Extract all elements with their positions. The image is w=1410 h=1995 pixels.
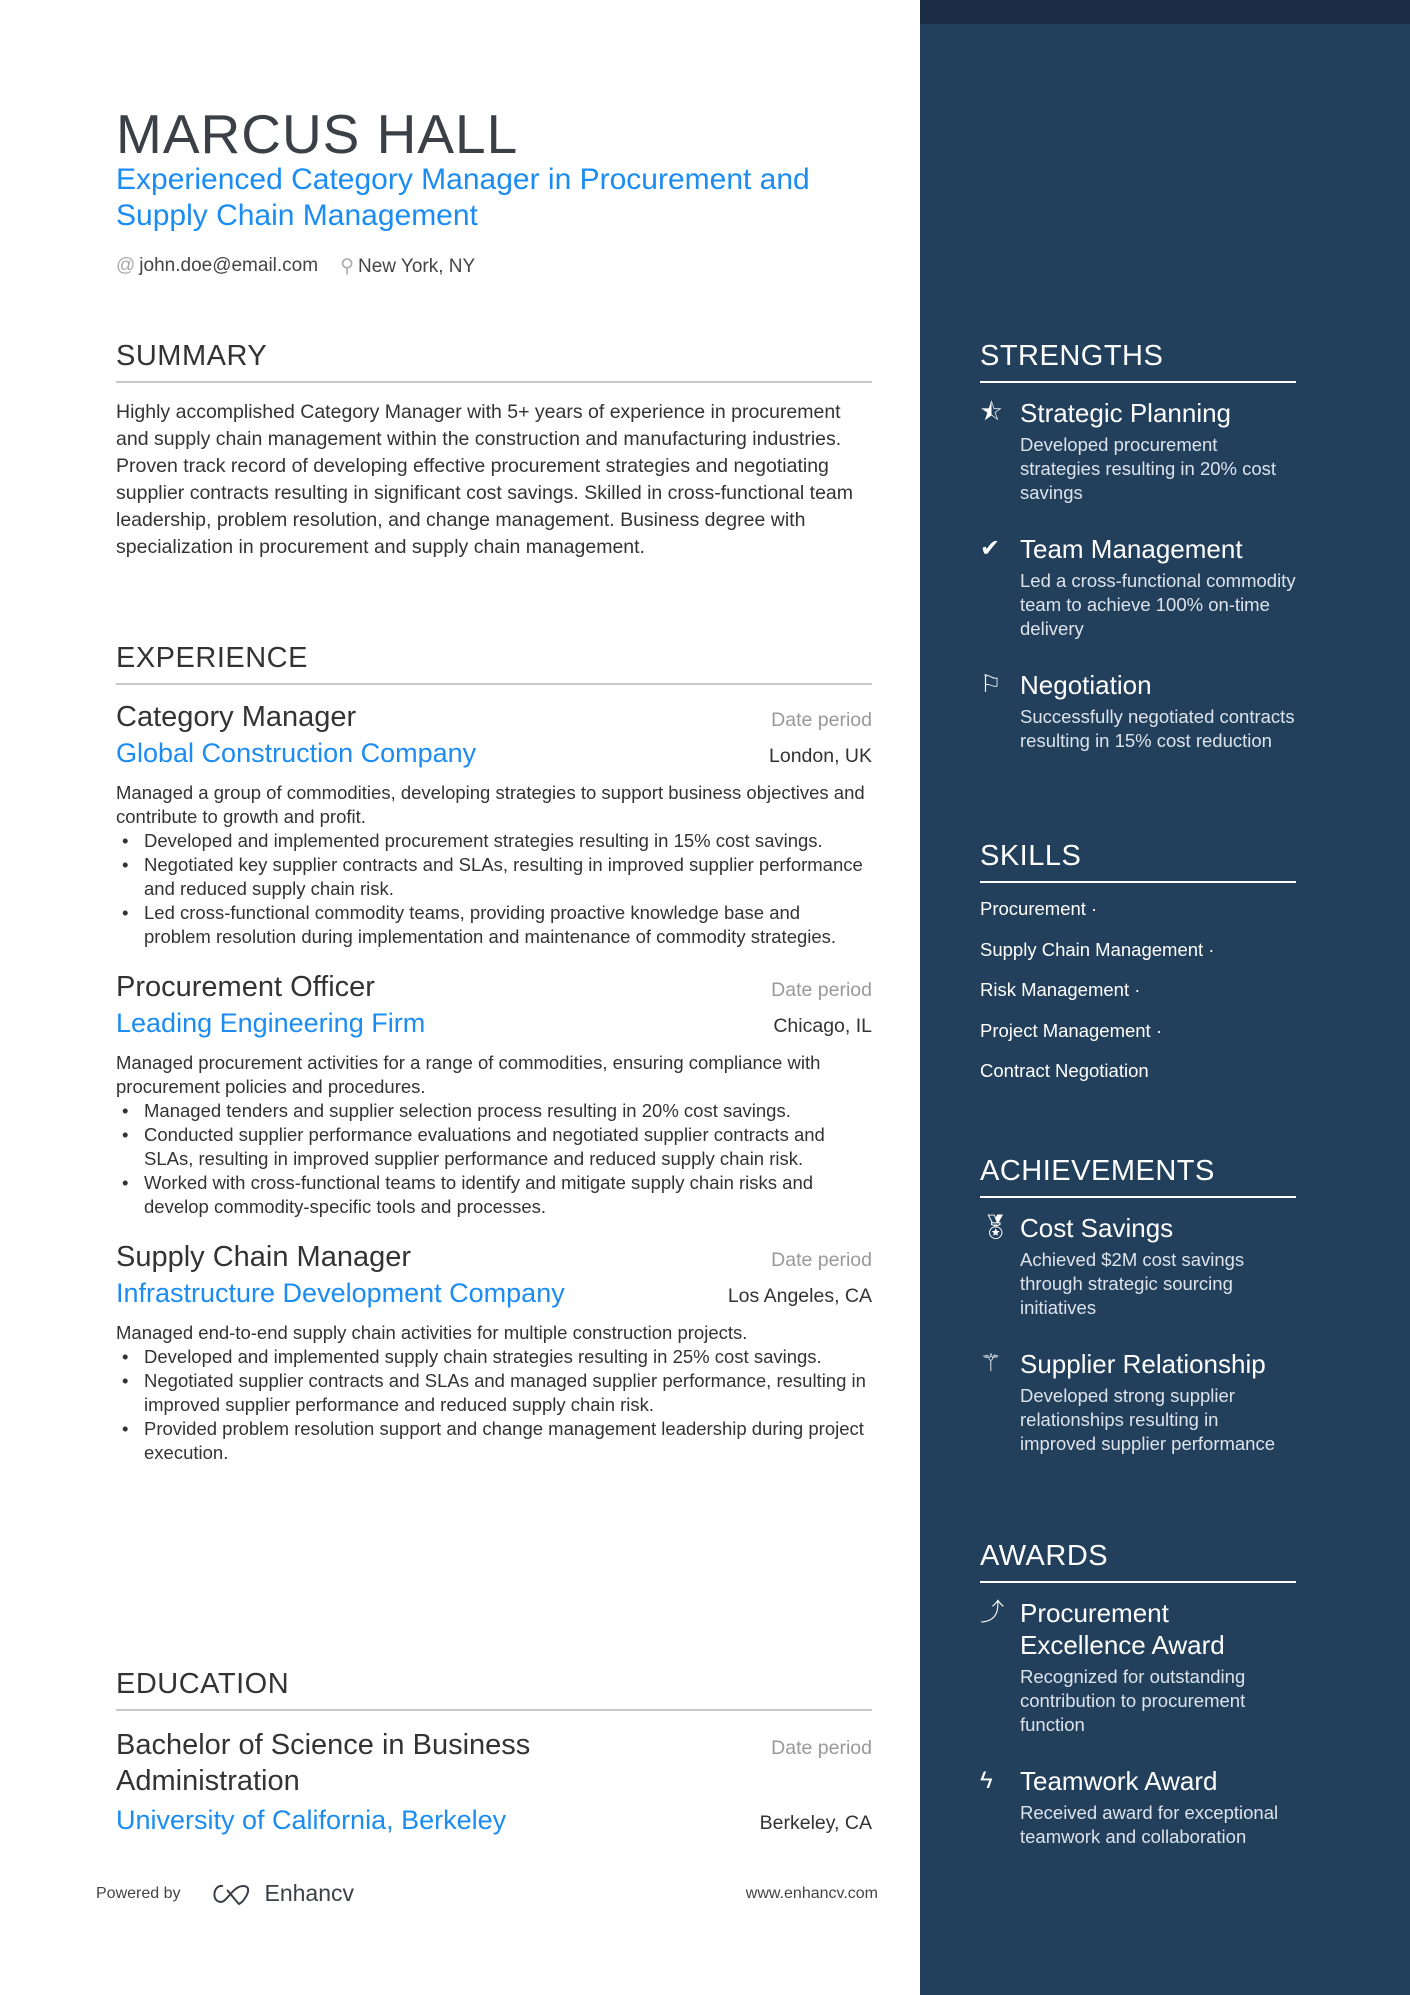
bullet-item: • Provided problem resolution support and change management leadership during project execution. — [116, 1417, 872, 1465]
job-location: Chicago, IL — [773, 1015, 872, 1037]
list-item — [980, 533, 1296, 641]
enhancv-logo-icon — [209, 1882, 255, 1906]
job-header — [116, 701, 872, 734]
item-content — [1020, 1765, 1296, 1849]
item-content — [1020, 397, 1296, 505]
bullet-item: • Negotiated key supplier contracts and SLAs, resulting in improved supplier performance and reduced supply chain risk. — [116, 853, 872, 901]
at-icon: @ — [116, 255, 136, 276]
item-description: Received award for exceptional teamwork and collaboration — [1020, 1802, 1279, 1847]
item-title: Team Management — [1020, 534, 1243, 564]
school: University of California, Berkeley — [116, 1805, 507, 1835]
item-description: Developed procurement strategies resulting in 20% cost savings — [1020, 434, 1277, 503]
bullet-item: • Worked with cross-functional teams to identify and mitigate supply chain risks and develop commodity-specific tools and processes. — [116, 1171, 872, 1219]
section-title: STRENGTHS — [980, 340, 1296, 383]
job-title: Supply Chain Manager — [116, 1241, 412, 1273]
degree: Bachelor of Science in Business Administration — [116, 1729, 531, 1797]
skill-label: Supply Chain Management — [980, 938, 1204, 960]
experience-section — [116, 642, 872, 1487]
email[interactable]: @ john.doe@email.com — [116, 255, 319, 276]
footer — [96, 1880, 878, 1907]
job-company-row — [116, 738, 872, 769]
separator-dot: · — [1150, 1019, 1163, 1041]
job-header — [116, 1241, 872, 1274]
location: ⚲ New York, NY — [340, 256, 476, 277]
bullet-item: • Developed and implemented procurement strategies resulting in 15% cost savings. — [116, 829, 872, 853]
job-bullets — [116, 829, 872, 949]
job-company-row — [116, 1008, 872, 1039]
job-entry — [116, 971, 872, 1219]
job-entry — [116, 701, 872, 949]
map-pin-icon: ⚲ — [340, 256, 354, 277]
section-title: EXPERIENCE — [116, 642, 872, 685]
skill-label: Project Management — [980, 1019, 1151, 1041]
date-period: Date period — [771, 709, 872, 731]
skill-label: Procurement — [980, 898, 1086, 919]
job-location: London, UK — [769, 745, 872, 767]
bullet-item: • Led cross-functional commodity teams, providing proactive knowledge base and problem resolution during implementation and maintenance of commodity strategies. — [116, 901, 872, 949]
item-title: Strategic Planning — [1020, 398, 1232, 428]
item-description: Developed strong supplier relationships resulting in improved supplier performance — [1020, 1385, 1276, 1454]
date-period: Date period — [771, 979, 872, 1001]
website-link[interactable]: www.enhancv.com — [745, 1884, 878, 1902]
job-description: Managed a group of commodities, developing strategies to support business objectives and contribute to growth and profit. — [116, 782, 865, 827]
bullet-item: • Negotiated supplier contracts and SLAs and managed supplier performance, resulting in improved supplier performance and reduced supply chain risk. — [116, 1369, 872, 1417]
flag-icon: ⚐ — [980, 671, 1002, 698]
item-content — [1020, 1348, 1296, 1456]
list-item — [980, 1212, 1296, 1320]
skill-label: Contract Negotiation — [980, 1060, 1149, 1081]
job-bullets — [116, 1099, 872, 1219]
company-name: Global Construction Company — [116, 738, 477, 768]
company-name: Leading Engineering Firm — [116, 1008, 426, 1038]
bullet-item: • Developed and implemented supply chain strategies resulting in 25% cost savings. — [116, 1345, 872, 1369]
enhancv-logo[interactable]: Enhancv — [209, 1880, 355, 1907]
top-bar — [920, 0, 1410, 24]
section-title: SKILLS — [980, 840, 1296, 883]
summary-section — [116, 340, 872, 561]
star-half-icon: ⯪ — [980, 399, 1003, 426]
skill-label: Risk Management — [980, 979, 1130, 1000]
skill-item — [980, 1059, 1296, 1083]
date-period: Date period — [771, 1737, 872, 1759]
item-description: Led a cross-functional commodity team to achieve 100% on-time delivery — [1020, 570, 1296, 639]
item-content — [1020, 669, 1296, 753]
job-bullets — [116, 1345, 872, 1465]
separator-dot: · — [1085, 898, 1098, 919]
item-title: Procurement Excellence Award — [1020, 1598, 1225, 1660]
list-item — [980, 669, 1296, 753]
list-item — [980, 1348, 1296, 1456]
item-content — [1020, 1212, 1296, 1320]
school-location: Berkeley, CA — [759, 1812, 872, 1834]
skills-section — [980, 840, 1296, 1100]
medal-icon: 🏅︎ — [980, 1214, 1011, 1241]
job-entry — [116, 1241, 872, 1465]
item-description: Achieved $2M cost savings through strategic sourcing initiatives — [1020, 1249, 1245, 1318]
separator-dot: · — [1129, 979, 1141, 1000]
item-title: Teamwork Award — [1020, 1766, 1218, 1796]
company-name: Infrastructure Development Company — [116, 1278, 565, 1308]
headline: Experienced Category Manager in Procurement and Supply Chain Management — [116, 163, 810, 232]
item-content — [1020, 533, 1296, 641]
job-description: Managed end-to-end supply chain activities for multiple construction projects. — [116, 1322, 748, 1343]
section-title: SUMMARY — [116, 340, 872, 383]
list-item — [980, 1765, 1296, 1849]
bullet-item: • Conducted supplier performance evaluations and negotiated supplier contracts and SLAs, resulting in improved supplier performance and reduced supply chain risk. — [116, 1123, 872, 1171]
skill-item — [980, 897, 1296, 921]
section-title: AWARDS — [980, 1540, 1296, 1583]
date-period: Date period — [771, 1249, 872, 1271]
strategy-icon: ⤴ — [980, 1599, 1004, 1626]
magic-wand-icon: ⚚ — [980, 1350, 1002, 1377]
job-location: Los Angeles, CA — [727, 1285, 872, 1307]
summary-text: Highly accomplished Category Manager with 5+ years of experience in procurement and supply chain management within the construction and manufacturing industries. Proven track record of developing effective procurement strategies and negotiating supplier contracts resulting in significant cost savings. Skilled in cross-functional team leadership, problem resolution, and change management. Business degree with specialization in procurement and supply chain management. — [116, 401, 854, 558]
job-description: Managed procurement activities for a range of commodities, ensuring compliance with procurement policies and procedures. — [116, 1052, 821, 1097]
item-title: Cost Savings — [1020, 1213, 1174, 1243]
education-section — [116, 1668, 872, 1836]
job-title: Procurement Officer — [116, 971, 375, 1003]
list-item — [980, 1597, 1296, 1737]
strengths-section — [980, 340, 1296, 781]
check-icon: ✔ — [980, 535, 1001, 562]
skill-item — [980, 938, 1296, 962]
bullet-item: • Managed tenders and supplier selection process resulting in 20% cost savings. — [116, 1099, 872, 1123]
candidate-name: MARCUS HALL — [116, 103, 519, 165]
job-header — [116, 971, 872, 1004]
job-company-row — [116, 1278, 872, 1309]
skill-item — [980, 1019, 1296, 1043]
section-title: EDUCATION — [116, 1668, 872, 1711]
item-description: Recognized for outstanding contribution to procurement function — [1020, 1666, 1246, 1735]
achievements-section — [980, 1155, 1296, 1484]
separator-dot: · — [1203, 938, 1215, 960]
contact-info — [116, 255, 475, 278]
skill-item — [980, 978, 1296, 1002]
item-title: Supplier Relationship — [1020, 1349, 1266, 1379]
sidebar — [920, 0, 1410, 1995]
section-title: ACHIEVEMENTS — [980, 1155, 1296, 1198]
powered-by: Powered by — [96, 1884, 181, 1902]
job-title: Category Manager — [116, 701, 357, 733]
awards-section — [980, 1540, 1296, 1877]
item-content — [1020, 1597, 1296, 1737]
item-title: Negotiation — [1020, 670, 1152, 700]
list-item — [980, 397, 1296, 505]
item-description: Successfully negotiated contracts resulting in 15% cost reduction — [1020, 706, 1295, 751]
bolt-icon: ϟ — [980, 1767, 993, 1794]
